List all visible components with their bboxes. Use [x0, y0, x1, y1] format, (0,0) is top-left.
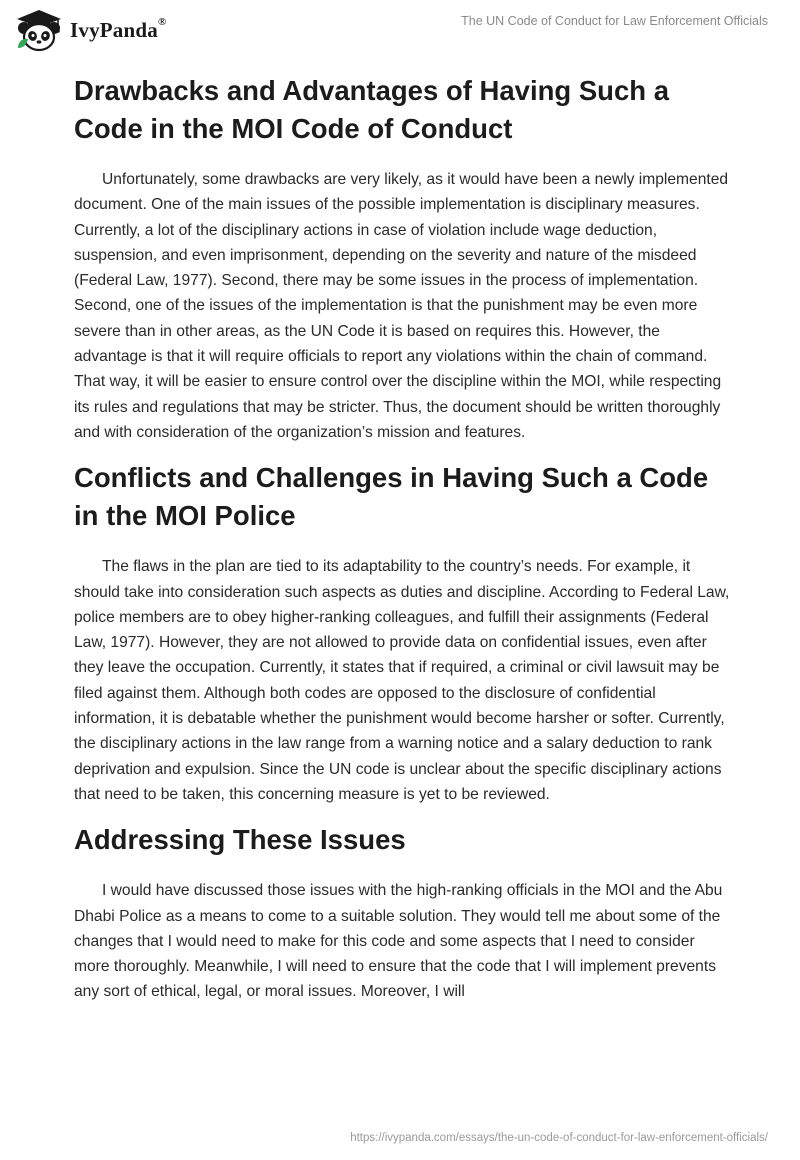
section-heading-drawbacks: Drawbacks and Advantages of Having Such a Code in the MOI Code of Conduct: [74, 75, 669, 144]
section-heading-addressing: Addressing These Issues: [74, 824, 406, 856]
ivypanda-logo[interactable]: [14, 8, 166, 52]
section-paragraph-drawbacks: Unfortunately, some drawbacks are very likely, as it would have been a newly implemented document. One of the main issues of the possible implementation is disciplinary measures. Currently, a lot of the disciplinary actions in case of violation include wage deduction, suspension, and even imprisonment, depending on the severity and nature of the misdeed (Federal Law, 1977). Second, there may be some issues in the process of implementation. Second, one of the issues of the implementation is that the punishment may be even more severe than in other areas, as the UN Code it is based on requires this. However, the advantage is that it will require officials to report any violations within the chain of command. That way, it will be easier to ensure control over the discipline within the MOI, while respecting its rules and regulations that may be stricter. Thus, the document should be written thoroughly and with consideration of the organization’s mission and features.: [74, 171, 729, 441]
panda-graduate-icon: [14, 8, 64, 52]
document-running-title: The UN Code of Conduct for Law Enforcement Officials: [461, 14, 768, 28]
section-heading-conflicts: Conflicts and Challenges in Having Such a Code in the MOI Police: [74, 462, 709, 532]
section-paragraph-addressing: I would have discussed those issues with the high-ranking officials in the MOI and the Abu Dhabi Police as a means to come to a suitable solution. They would tell me about some of the changes that I would need to make for this code and some aspects that I need to consider more thoroughly. Meanwhile, I will need to ensure that the code that I will implement prevents any sort of ethical, legal, or moral issues. Moreover, I will: [74, 882, 723, 1001]
registered-mark: ®: [157, 15, 167, 28]
logo-wordmark: IvyPanda®: [70, 15, 167, 42]
page-header: [0, 0, 800, 62]
section-paragraph-conflicts: The flaws in the plan are tied to its adaptability to the country’s needs. For example, it should take into consideration such aspects as duties and discipline. According to Federal Law, police members are to obey higher-ranking colleagues, and fulfill their assignments (Federal Law, 1977). However, they are not allowed to provide data on confidential issues, even after they leave the occupation. Currently, it states that if required, a criminal or civil lawsuit may be filed against them. Although both codes are opposed to the disclosure of confidential information, it is debatable whether the punishment would become harsher or softer. Currently, the disciplinary actions in the law range from a warning notice and a salary deduction to rank deprivation and expulsion. Since the UN code is unclear about the specific disciplinary actions that need to be taken, this concerning measure is yet to be reviewed.: [74, 558, 730, 803]
source-url-link[interactable]: https://ivypanda.com/essays/the-un-code-of-conduct-for-law-enforcement-officials/: [350, 1132, 768, 1144]
essay-body: [74, 72, 734, 1005]
